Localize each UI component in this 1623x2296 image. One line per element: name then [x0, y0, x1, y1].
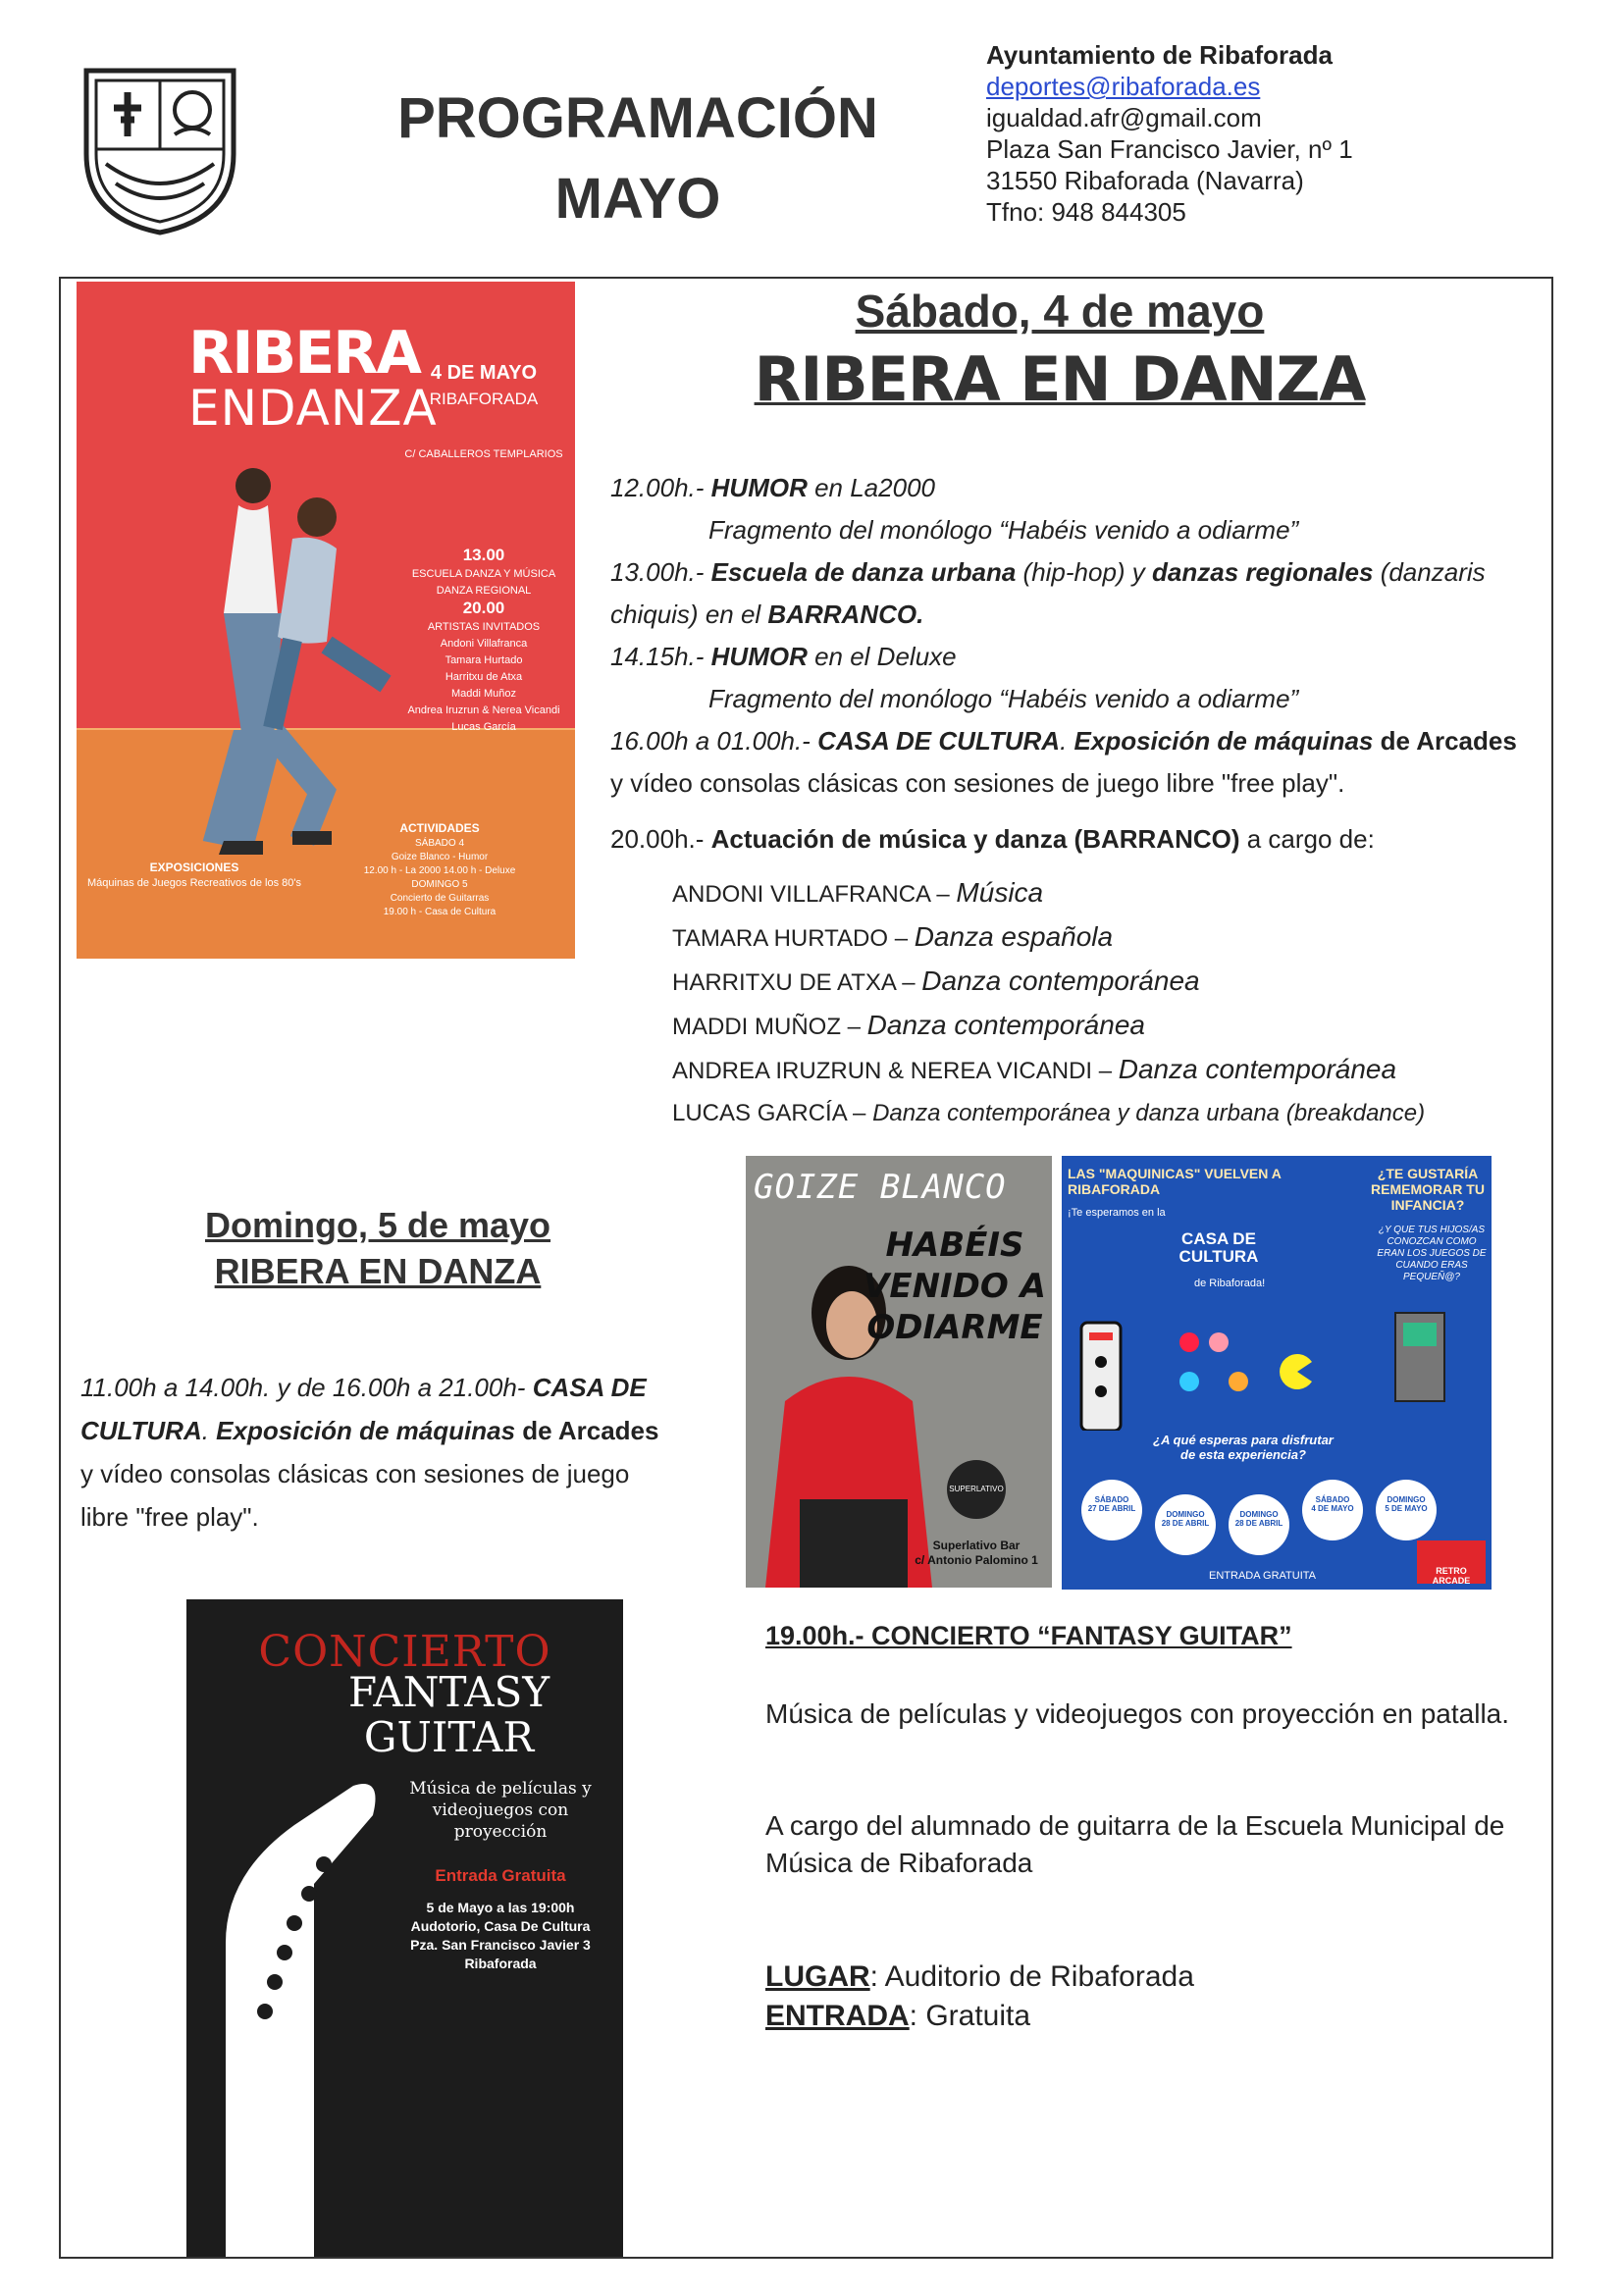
item-bold: HUMOR — [710, 642, 808, 671]
entrada-value: : Gratuita — [909, 2000, 1031, 2032]
cast-name: TAMARA HURTADO – — [672, 925, 915, 952]
info-line: Audotorio, Casa De Cultura — [410, 1918, 591, 1934]
item-text: en el Deluxe — [807, 642, 957, 671]
item-time: 16.00h a 01.00h.- — [610, 726, 818, 756]
cast-role: Música — [956, 877, 1044, 908]
item-bold: Escuela de danza urbana — [710, 557, 1017, 587]
poster-act-title: ACTIVIDADES — [399, 821, 480, 835]
date-num: 28 DE ABRIL — [1161, 1519, 1210, 1528]
fantasy-paragraph-1: Música de películas y videojuegos con proyección en patalla. — [765, 1698, 1510, 1729]
fantasy-guitar-title: FANTASY GUITAR — [347, 1668, 550, 1761]
cast-item — [672, 915, 1555, 960]
goize-blanco-poster — [746, 1156, 1052, 1588]
date-num: 27 DE ABRIL — [1087, 1504, 1136, 1513]
date-badge — [1376, 1480, 1437, 1540]
date-num: 4 DE MAYO — [1311, 1504, 1354, 1513]
maq-headline: LAS "MAQUINICAS" VUELVEN A RIBAFORADA — [1068, 1166, 1282, 1197]
poster-program — [391, 547, 575, 736]
concierto-description: Música de películas y videojuegos con proyección — [409, 1779, 592, 1842]
municipal-crest-icon — [77, 61, 243, 237]
item-text: a cargo de: — [1239, 824, 1375, 854]
info-line: Pza. San Francisco Javier 3 — [410, 1937, 591, 1953]
item-time: 20.00h.- — [610, 824, 711, 854]
poster-expo-text: Máquinas de Juegos Recreativos de los 80's — [87, 877, 301, 889]
item-text: (hip-hop) y — [1016, 557, 1153, 587]
goize-show-title: HABÉIS VENIDO A ODIARME — [864, 1226, 1046, 1347]
poster-place: RIBAFORADA — [429, 390, 539, 408]
address-line-1: Plaza San Francisco Javier, nº 1 — [986, 134, 1353, 164]
poster-date: 4 DE MAYO — [430, 362, 538, 384]
maq-ribaforada: de Ribaforada! — [1194, 1278, 1266, 1289]
address-line-2: 31550 Ribaforada (Navarra) — [986, 166, 1304, 195]
poster-act-con-time: 19.00 h - Casa de Cultura — [383, 907, 497, 917]
item-bold: Arcades — [557, 1416, 659, 1445]
saturday-heading: Sábado, 4 de mayo — [855, 286, 1265, 337]
poster-artist: Andoni Villafranca — [440, 638, 528, 650]
cast-role: Danza contemporánea — [921, 965, 1200, 996]
saturday-event-title: RIBERA EN DANZA — [754, 343, 1366, 415]
poster-artist: Andrea Iruzrun & Nerea Vicandi — [407, 704, 560, 716]
poster-exposiciones — [77, 861, 312, 891]
cast-role: Danza contemporánea — [1118, 1054, 1397, 1084]
cast-name: HARRITXU DE ATXA – — [672, 969, 922, 996]
concierto-title: CONCIERTO — [258, 1627, 551, 1677]
cast-item — [672, 871, 1555, 915]
cast-name: LUCAS GARCÍA – — [672, 1100, 873, 1126]
goize-venue — [903, 1539, 1050, 1568]
poster-actividades — [312, 821, 567, 919]
schedule-item — [610, 720, 1533, 762]
sunday-heading: Domingo, 5 de mayo — [204, 1205, 551, 1245]
date-day: SÁBADO — [1094, 1495, 1129, 1504]
maq-question: ¿TE GUSTARÍA REMEMORAR TU INFANCIA? — [1371, 1166, 1485, 1213]
lugar-label: LUGAR — [765, 1960, 870, 1993]
item-text: y vídeo consolas clásicas con sesiones de juego libre "free play". — [80, 1459, 630, 1532]
info-line: Ribaforada — [464, 1956, 537, 1971]
title-line-2: MAYO — [554, 167, 721, 231]
item-bold: CASA DE CULTURA — [80, 1373, 647, 1445]
item-bold: HUMOR — [710, 473, 808, 502]
date-day: DOMINGO — [1166, 1510, 1205, 1519]
sunday-text — [80, 1366, 669, 1539]
date-day: DOMINGO — [1239, 1510, 1279, 1519]
lugar-value: : Auditorio de Ribaforada — [869, 1960, 1194, 1993]
cast-name: ANDREA IRUZRUN & NEREA VICANDI – — [672, 1058, 1119, 1084]
cast-role: Danza contemporánea — [866, 1010, 1145, 1040]
arcade-sprites-illustration — [1072, 1303, 1484, 1431]
entrada-line — [765, 2000, 1030, 2033]
date-num: 5 DE MAYO — [1385, 1504, 1428, 1513]
item-time: 12.00h.- — [610, 473, 711, 502]
cast-list — [672, 871, 1555, 1134]
concierto-info — [402, 1899, 599, 1973]
poster-artist: Harritxu de Atxa — [445, 671, 523, 683]
superlativo-logo: SUPERLATIVO — [947, 1460, 1006, 1519]
item-text: . — [201, 1416, 217, 1445]
retro-arcade-logo: RETRO ARCADE — [1417, 1540, 1486, 1584]
item-time: 13.00h.- — [610, 557, 711, 587]
maq-free-entry: ENTRADA GRATUITA — [1209, 1570, 1316, 1582]
concierto-free-entry: Entrada Gratuita — [435, 1866, 566, 1885]
cast-item — [672, 1092, 1555, 1134]
poster-act-sun: DOMINGO 5 — [411, 879, 468, 890]
item-time: 14.15h.- — [610, 642, 711, 671]
schedule-item — [610, 467, 1533, 509]
item-text: de Arcades — [1373, 726, 1517, 756]
date-num: 28 DE ABRIL — [1234, 1519, 1283, 1528]
date-badge — [1229, 1494, 1289, 1555]
venue-name: Superlativo Bar — [932, 1539, 1021, 1552]
poster-street: C/ CABALLEROS TEMPLARIOS — [404, 448, 563, 460]
venue-street: c/ Antonio Palomino 1 — [915, 1553, 1038, 1567]
item-bold: CASA DE CULTURA — [817, 726, 1061, 756]
poster-t1b: DANZA REGIONAL — [436, 585, 532, 597]
maquinicas-poster — [1062, 1156, 1492, 1590]
schedule-item — [610, 636, 1533, 678]
cast-item — [672, 960, 1555, 1004]
date-day: DOMINGO — [1387, 1495, 1426, 1504]
email-link-deportes[interactable]: deportes@ribaforada.es — [986, 72, 1261, 101]
poster-expo-title: EXPOSICIONES — [149, 861, 239, 874]
poster-artist: Maddi Muñoz — [450, 688, 517, 700]
cast-name: MADDI MUÑOZ – — [672, 1014, 867, 1040]
poster-act-humor: Goize Blanco - Humor — [391, 852, 489, 862]
item-bold: Exposición de máquinas — [1073, 726, 1374, 756]
poster-time-2: 20.00 — [462, 599, 505, 617]
poster-act-times: 12.00 h - La 2000 14.00 h - Deluxe — [363, 865, 516, 876]
date-day: SÁBADO — [1315, 1495, 1350, 1504]
ribera-en-danza-poster — [77, 282, 575, 959]
date-badge — [1081, 1480, 1142, 1540]
item-bold: Actuación de música y danza (BARRANCO) — [710, 824, 1240, 854]
fantasy-guitar-heading: 19.00h.- CONCIERTO “FANTASY GUITAR” — [765, 1621, 1292, 1650]
date-badge — [1302, 1480, 1363, 1540]
saturday-schedule — [610, 467, 1533, 861]
maq-ask: ¿A qué esperas para disfrutar de esta experiencia? — [1153, 1433, 1334, 1462]
cast-item — [672, 1048, 1555, 1092]
cast-name: ANDONI VILLAFRANCA – — [672, 881, 957, 908]
poster-time-1: 13.00 — [462, 546, 505, 564]
poster-act-con: Concierto de Guitarras — [390, 893, 490, 904]
schedule-item-line: y vídeo consolas clásicas con sesiones de juego libre "free play". — [610, 768, 1345, 798]
info-line: 5 de Mayo a las 19:00h — [426, 1900, 575, 1915]
guitar-headstock-illustration — [186, 1747, 412, 2257]
poster-t2a: ARTISTAS INVITADOS — [427, 621, 541, 633]
cast-role: Danza española — [914, 921, 1114, 952]
maq-question-2: ¿Y QUE TUS HIJOS/AS CONOZCAN COMO ERAN LOS JUEGOS DE CUANDO ERAS PEQUEÑ@? — [1377, 1225, 1487, 1282]
schedule-item — [610, 551, 1533, 636]
item-bold: danzas regionales — [1152, 557, 1374, 587]
date-badge — [1155, 1494, 1216, 1555]
item-text: (danzaris chiquis) en el — [610, 557, 1486, 629]
cast-role: Danza contemporánea y danza urbana (breakdance) — [872, 1100, 1426, 1126]
poster-artist: Tamara Hurtado — [445, 654, 523, 666]
schedule-item — [610, 818, 1533, 861]
poster-title-ribera: RIBERA — [188, 319, 420, 388]
lugar-line — [765, 1960, 1194, 1994]
schedule-subitem: Fragmento del monólogo “Habéis venido a odiarme” — [708, 515, 1299, 545]
goize-name: GOIZE BLANCO — [754, 1168, 1007, 1207]
org-name: Ayuntamiento de Ribaforada — [986, 40, 1333, 70]
maq-dates — [1081, 1480, 1474, 1558]
fantasy-paragraph-2: A cargo del alumnado de guitarra de la Escuela Municipal de Música de Ribaforada — [765, 1810, 1505, 1878]
phone: Tfno: 948 844305 — [986, 197, 1186, 227]
contact-block — [986, 39, 1536, 228]
maq-esperamos: ¡Te esperamos en la — [1068, 1207, 1166, 1219]
poster-t1a: ESCUELA DANZA Y MÚSICA — [411, 568, 556, 580]
item-text: de — [515, 1416, 558, 1445]
schedule-subitem: Fragmento del monólogo “Habéis venido a odiarme” — [708, 684, 1299, 713]
concierto-poster — [186, 1599, 623, 2257]
poster-act-sat: SÁBADO 4 — [414, 838, 465, 849]
poster-title-endanza: ENDANZA — [188, 380, 438, 437]
item-text: . — [1060, 726, 1074, 756]
maq-casa: CASA DE CULTURA — [1178, 1229, 1259, 1266]
item-text: en La2000 — [807, 473, 935, 502]
page-title — [353, 78, 922, 239]
sunday-event-title: RIBERA EN DANZA — [214, 1251, 542, 1291]
poster-artist: Lucas García — [451, 721, 516, 733]
item-bold: Exposición de máquinas — [216, 1416, 516, 1445]
item-time: 11.00h a 14.00h. y de 16.00h a 21.00h- — [80, 1373, 533, 1402]
title-line-1: PROGRAMACIÓN — [397, 86, 878, 150]
entrada-label: ENTRADA — [765, 2000, 910, 2032]
email-igualdad: igualdad.afr@gmail.com — [986, 103, 1262, 132]
item-bold: BARRANCO. — [767, 600, 924, 629]
cast-item — [672, 1004, 1555, 1048]
